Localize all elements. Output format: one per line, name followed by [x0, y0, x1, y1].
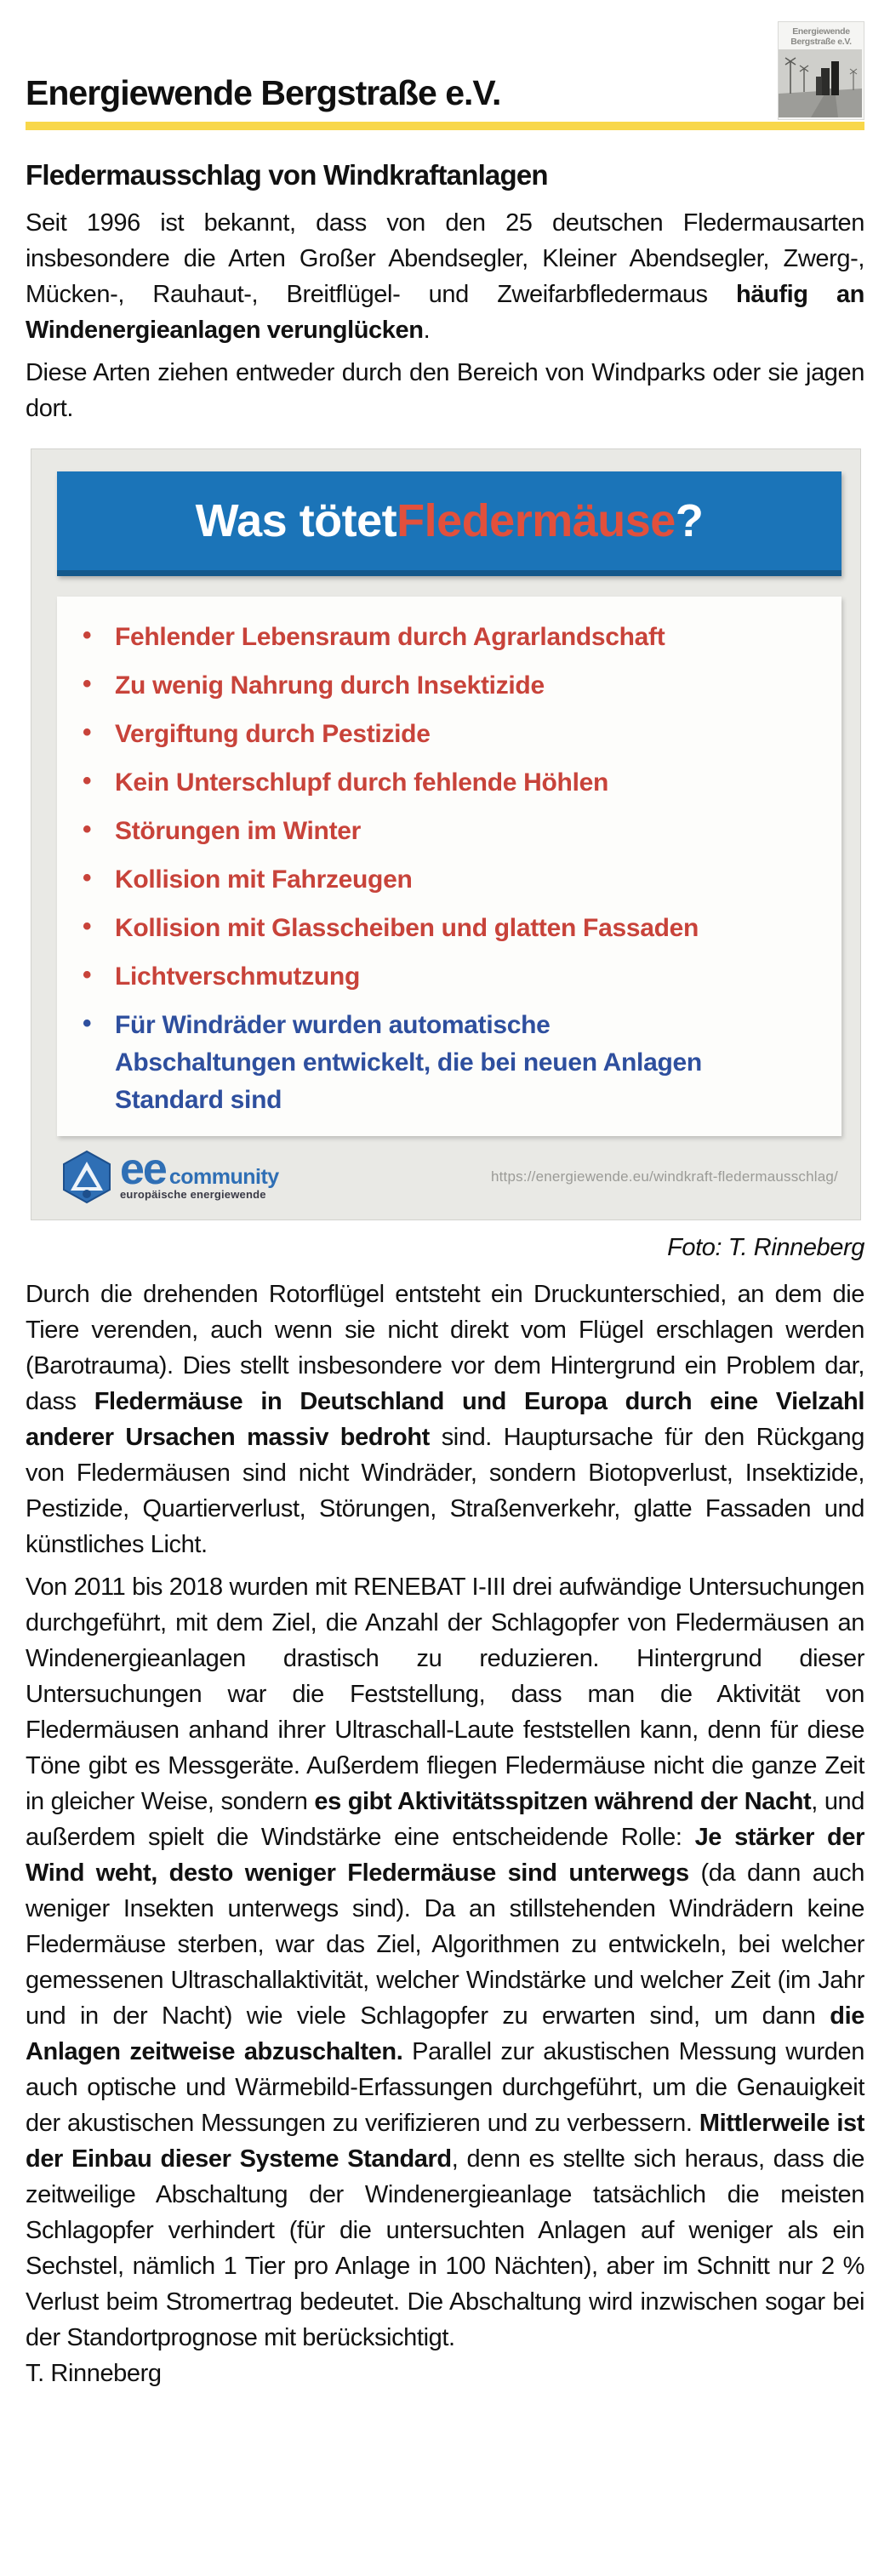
- body-paragraph-1: Durch die drehenden Rotorflügel entsteht ein Druckunterschied, an dem die Tiere verenden, auch wenn sie nicht direkt vom Flügel erschlagen werden (Barotrauma). Dies stellt insbesondere vor dem Hintergrund ein Problem dar, dass Fledermäuse in Deutschland und Europa durch eine Vielzahl anderer Ursachen massiv bedroht sind. Hauptursache für den Rückgang von Fledermäusen sind nicht Windräder, sondern Biotopverlust, Insektizide, Pestizide, Quartierverlust, Störungen, Straßenverkehr, glatte Fassaden und künstliches Licht.: [26, 1281, 864, 1559]
- banner-text-suffix: ?: [675, 495, 704, 547]
- ee-logo-wordmark: [120, 1145, 279, 1202]
- bullet-dot-icon: •: [83, 864, 92, 893]
- org-logo-caption: Energiewende Bergstraße e.V.: [790, 26, 852, 47]
- ee-logo-subtitle: europäische energiewende: [120, 1188, 266, 1202]
- infographic-footer: [31, 1136, 860, 1219]
- article-title: Fledermausschlag von Windkraftanlagen: [26, 159, 548, 191]
- ee-hexagon-icon: [60, 1150, 113, 1204]
- infographic: [31, 448, 861, 1220]
- bullet-item: • Zu wenig Nahrung durch Insektizide: [69, 667, 731, 705]
- bullet-item: • Für Windräder wurden automatische Abschaltungen entwickelt, die bei neuen Anlagen Standard sind: [69, 1007, 731, 1119]
- bullet-item: • Kollision mit Fahrzeugen: [69, 861, 731, 899]
- bullet-dot-icon: •: [83, 815, 92, 844]
- bullet-list: [69, 619, 826, 1119]
- intro-paragraph-1: Seit 1996 ist bekannt, dass von den 25 deutschen Fledermausarten insbesondere die Arten Großer Abendsegler, Kleiner Abendsegler, Zwerg-, Mücken-, Rauhaut-, Breitflügel- und Zweifarbfledermaus häufig an Windenergieanlagen verunglücken.: [26, 209, 864, 345]
- bullet-dot-icon: •: [83, 670, 92, 699]
- bullet-dot-icon: •: [83, 912, 92, 941]
- banner-text-prefix: Was tötet: [195, 495, 397, 547]
- intro-paragraph-2: Diese Arten ziehen entweder durch den Bereich von Windparks oder sie jagen dort.: [26, 359, 864, 423]
- ee-logo-community: community: [168, 1165, 279, 1190]
- infographic-banner: [57, 471, 842, 576]
- bullet-item: • Lichtverschmutzung: [69, 958, 731, 996]
- org-title: Energiewende Bergstraße e.V.: [26, 73, 501, 112]
- bullet-item: • Kollision mit Glasscheiben und glatten Fassaden: [69, 910, 731, 947]
- divider-rule: [26, 122, 864, 130]
- bullet-item: • Fehlender Lebensraum durch Agrarlandschaft: [69, 619, 731, 656]
- photo-credit: Foto: T. Rinneberg: [667, 1234, 864, 1262]
- wind-turbine-city-icon: [779, 49, 862, 117]
- body-paragraph-2: Von 2011 bis 2018 wurden mit RENEBAT I-III drei aufwändige Untersuchungen durchgeführt, mit dem Ziel, die Anzahl der Schlagopfer von Fledermäusen an Windenergieanlagen drastisch zu reduzieren. Hintergrund dieser Untersuchungen war die Feststellung, dass man die Aktivität von Fledermäusen anhand ihrer Ultraschall-Laute feststellen kann, denn für diese Töne gibt es Messgeräte. Außerdem fliegen Fledermäuse nicht die ganze Zeit in gleicher Weise, sondern es gibt Aktivitätsspitzen während der Nacht, und außerdem spielt die Windstärke eine entscheidende Rolle: Je stärker der Wind weht, desto weniger Fledermäuse sind unterwegs (da dann auch weniger Insekten unterwegs sind). Da an stillstehenden Windrädern keine Fledermäuse sterben, war das Ziel, Algorithmen zu entwickeln, bei welcher gemessenen Ultraschallaktivität, welcher Windstärke und welcher Zeit (im Jahr und in der Nacht) wie viele Schlagopfer zu erwarten sind, um dann die Anlagen zeitweise abzuschalten. Parallel zur akustischen Messung wurden auch optische und Wärmebild-Erfassungen durchgeführt, um die Genauigkeit der akustischen Messungen zu verifizieren und zu verbessern. Mittlerweile ist der Einbau dieser Systeme Standard, denn es stellte sich heraus, dass die zeitweilige Abschaltung der Windenergieanlage tatsächlich die meisten Schlagopfer verhindert (für die untersuchten Anlagen auf weniger als ein Sechstel, nämlich 1 Tier pro Anlage in 100 Nächten), aber im Schnitt nur 2 % Verlust beim Stromertrag bedeutet. Die Abschaltung wird inzwischen sogar bei der Standortprognose mit berücksichtigt.: [26, 1574, 865, 2352]
- infographic-panel: [57, 597, 842, 1136]
- signature: T. Rinneberg: [26, 2360, 162, 2388]
- source-url: https://energiewende.eu/windkraft-fledermausschlag/: [490, 1168, 838, 1185]
- masthead: [26, 0, 864, 130]
- bullet-dot-icon: •: [83, 767, 92, 796]
- bullet-dot-icon: •: [83, 621, 92, 650]
- bullet-dot-icon: •: [83, 718, 92, 747]
- org-logo: [778, 21, 864, 120]
- ee-logo-ee: ee: [120, 1145, 166, 1195]
- bullet-item: • Kein Unterschlupf durch fehlende Höhlen: [69, 764, 731, 802]
- bullet-dot-icon: •: [83, 961, 92, 990]
- bullet-dot-icon: •: [83, 1009, 92, 1038]
- banner-text-highlight: Fledermäuse: [397, 495, 676, 547]
- ee-community-logo: [60, 1145, 279, 1204]
- bullet-item: • Störungen im Winter: [69, 813, 731, 850]
- bullet-item: • Vergiftung durch Pestizide: [69, 716, 731, 753]
